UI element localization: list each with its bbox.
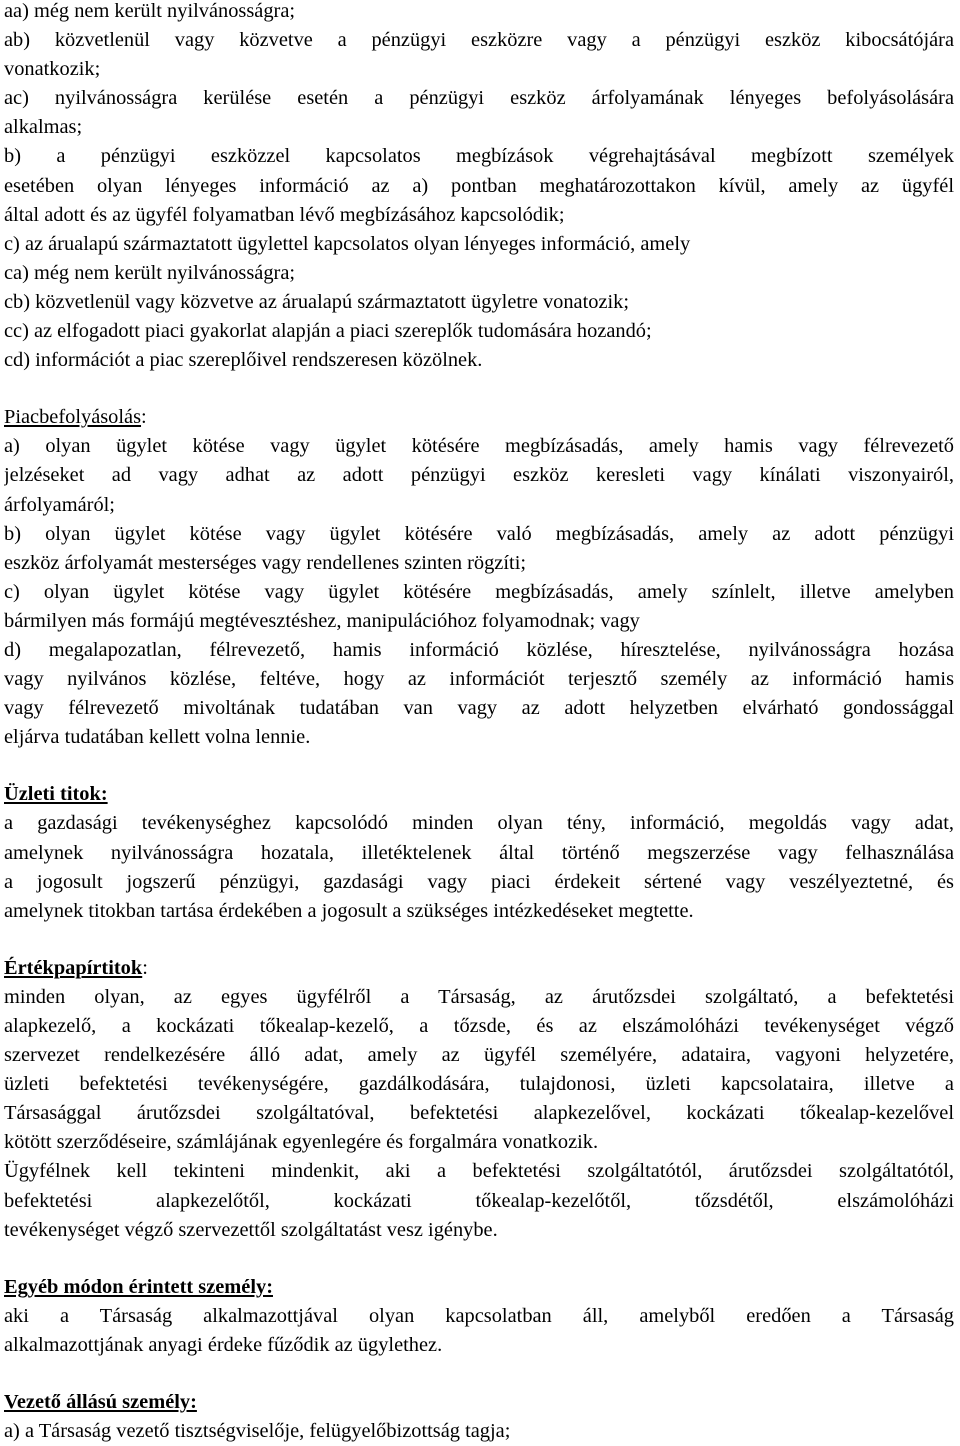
text-line: kötött szerződéseire, számlájának egyenlegére és forgalmára vonatkozik. [4, 1131, 599, 1154]
definition-section [4, 375, 954, 752]
text-line: szervezet rendelkezésére álló adat, amely az ügyfél személyére, adataira, vagyoni helyzetére, [4, 1044, 954, 1067]
text-line: minden olyan, az egyes ügyfélről a Társaság, az árutőzsdei szolgáltató, a befektetési [4, 985, 954, 1008]
text-line: eszköz árfolyamát mesterséges vagy rendellenes szinten rögzíti; [4, 551, 527, 574]
heading-term: Egyéb módon érintett személy: [4, 1275, 273, 1298]
definition-section [4, 1245, 954, 1360]
heading-suffix: : [141, 406, 147, 429]
text-line: amelynek nyilvánosságra hozatala, illetéktelenek által történő megszerzése vagy felhasználása [4, 841, 954, 864]
heading-term: Üzleti titok: [4, 783, 108, 806]
text-line: alkalmas; [4, 116, 83, 139]
text-line: befektetési alapkezelőtől, kockázati tőkealap-kezelőtől, tőzsdétől, elszámolóházi [4, 1189, 954, 1212]
text-line: ab) közvetlenül vagy közvetve a pénzügyi eszközre vagy a pénzügyi eszköz kibocsátójára [4, 29, 954, 52]
section-spacer [4, 1360, 954, 1388]
text-line: ac) nyilvánosságra kerülése esetén a pénzügyi eszköz árfolyamának lényeges befolyásolására [4, 87, 954, 110]
text-line: alapkezelő, a kockázati tőkealap-kezelő, a tőzsde, és az elszámolóházi tevékenységet végző [4, 1015, 954, 1037]
text-line: b) olyan ügylet kötése vagy ügylet kötésére való megbízásadás, amely az adott pénzügyi [4, 522, 954, 545]
text-line: bármilyen más formájú megtévesztéshez, manipulációhoz folyamodnak; vagy [4, 609, 640, 632]
text-line: vonatkozik; [4, 58, 101, 81]
text-line: vagy nyilvános közlése, feltéve, hogy az információt terjesztő személy az információ hamis [4, 668, 954, 691]
text-line: d) megalapozatlan, félrevezető, hamis információ közlése, híresztelése, nyilvánosságra hozása [4, 638, 954, 661]
section-heading [4, 954, 954, 983]
text-line: alkalmazottjának anyagi érdeke fűződik az ügylethez. [4, 1333, 443, 1356]
text-line: cc) az elfogadott piaci gyakorlat alapján a piaci szereplők tudomására hozandó; [4, 320, 652, 343]
heading-suffix: : [142, 956, 148, 979]
heading-term: Vezető állású személy: [4, 1391, 197, 1414]
text-line: tevékenységet végző szervezettől szolgáltatást vesz igénybe. [4, 1218, 498, 1241]
text-line: jelzéseket ad vagy adhat az adott pénzügyi eszköz keresleti vagy kínálati viszonyairól, [4, 464, 954, 487]
text-line: a gazdasági tevékenységhez kapcsolódó minden olyan tény, információ, megoldás vagy adat, [4, 812, 954, 835]
text-line: által adott és az ügyfél folyamatban lévő megbízásához kapcsolódik; [4, 203, 565, 226]
definition-section [4, 752, 954, 925]
text-line: Ügyfélnek kell tekinteni mindenkit, aki a befektetési szolgáltatótól, árutőzsdei szolgáltatótól, [4, 1160, 954, 1183]
section-heading [4, 1273, 954, 1302]
text-line: aki a Társaság alkalmazottjával olyan kapcsolatban áll, amelyből eredően a Társaság [4, 1304, 954, 1327]
text-line: eljárva tudatában kellett volna lennie. [4, 726, 311, 749]
text-line: b) a pénzügyi eszközzel kapcsolatos megbízások végrehajtásával megbízott személyek [4, 145, 954, 168]
document-page [4, 0, 954, 1446]
definition-section [4, 926, 954, 1245]
text-line: c) olyan ügylet kötése vagy ügylet kötésére megbízásadás, amely színlelt, illetve amelyben [4, 580, 954, 603]
section-heading [4, 780, 954, 809]
text-line: vagy félrevezető mivoltának tudatában van vagy az adott helyzetben elvárható gondossággal [4, 697, 954, 720]
section-heading [4, 403, 954, 432]
section-heading [4, 1388, 954, 1417]
text-line: aa) még nem került nyilvánosságra; [4, 0, 296, 22]
text-line: Társasággal árutőzsdei szolgáltatóval, befektetési alapkezelővel, kockázati tőkealap-kezelővel [4, 1102, 954, 1125]
text-line: a) a Társaság vezető tisztségviselője, felügyelőbizottság tagja; [4, 1420, 511, 1443]
text-line: árfolyamáról; [4, 493, 115, 516]
heading-term: Piacbefolyásolás [4, 406, 142, 429]
text-line: a jogosult jogszerű pénzügyi, gazdasági vagy piaci érdekeit sértené vagy veszélyeztetné, és [4, 870, 954, 893]
text-line: cd) információt a piac szereplőivel rendszeresen közölnek. [4, 349, 483, 372]
section-spacer [4, 752, 954, 780]
text-line: a) olyan ügylet kötése vagy ügylet kötésére megbízásadás, amely hamis vagy félrevezető [4, 435, 954, 458]
definition-section [4, 1360, 954, 1446]
section-spacer [4, 375, 954, 403]
text-line: üzleti befektetési tevékenységére, gazdálkodására, tulajdonosi, üzleti kapcsolataira, illetve a [4, 1073, 954, 1096]
text-line: esetében olyan lényeges információ az a) pontban meghatározottakon kívül, amely az ügyfél [4, 174, 954, 197]
text-line: cb) közvetlenül vagy közvetve az árualapú származtatott ügyletre vonatozik; [4, 290, 630, 313]
paragraph-block [4, 0, 954, 375]
heading-term: Értékpapírtitok [4, 956, 143, 979]
section-spacer [4, 926, 954, 954]
text-line: ca) még nem került nyilvánosságra; [4, 261, 296, 284]
section-spacer [4, 1245, 954, 1273]
text-line: c) az árualapú származtatott ügylettel kapcsolatos olyan lényeges információ, amely [4, 232, 691, 255]
text-line: amelynek titokban tartása érdekében a jogosult a szükséges intézkedéseket megtette. [4, 899, 694, 922]
